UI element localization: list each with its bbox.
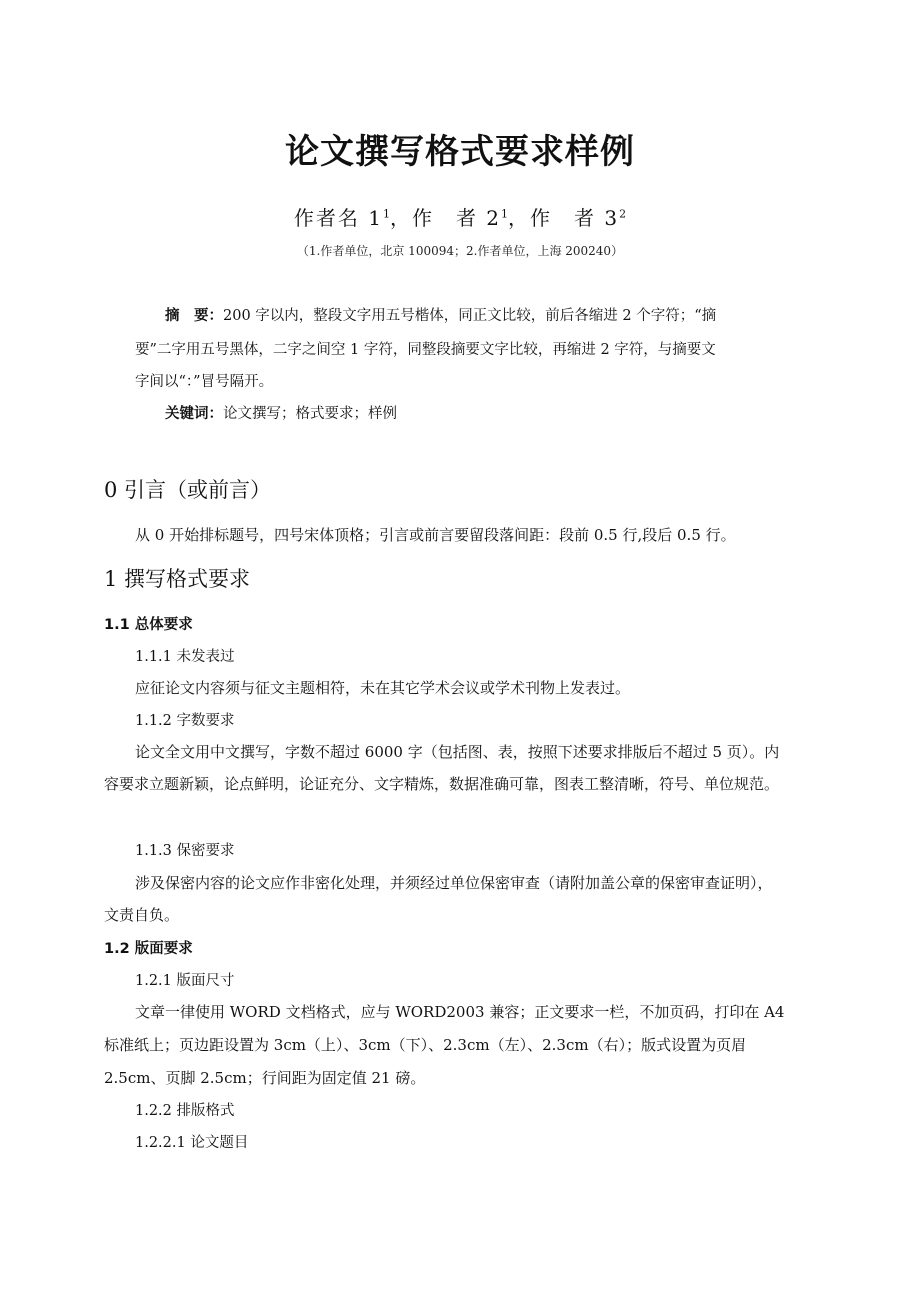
subsubsection-heading-1-2-2-1: 1.2.2.1 论文题目 (135, 1135, 249, 1151)
subsection-heading-1-1: 1.1 总体要求 (104, 617, 193, 633)
abstract-line-2: 要”二字用五号黑体，二字之间空 1 字符，同整段摘要文字比较，再缩进 2 字符，与摘要文 (135, 342, 716, 358)
paragraph-1-2-1-line-3: 2.5cm、页脚 2.5cm；行间距为固定值 21 磅。 (104, 1069, 426, 1087)
abstract-text-1: 200 字以内，整段文字用五号楷体，同正文比较，前后各缩进 2 个字符；“摘 (223, 308, 717, 324)
subsubsection-heading-1-2-1: 1.2.1 版面尺寸 (135, 973, 235, 989)
keywords-label: 关键词： (165, 406, 223, 422)
author-separator: ， (389, 206, 412, 230)
paragraph-1-1-1: 应征论文内容须与征文主题相符，未在其它学术会议或学术刊物上发表过。 (135, 679, 631, 697)
subsection-heading-1-2: 1.2 版面要求 (104, 941, 193, 957)
paragraph-1-2-1-line-1: 文章一律使用 WORD 文档格式，应与 WORD2003 兼容；正文要求一栏，不加页码，打印在 A4 (135, 1003, 785, 1021)
author-2-affil-mark: 1 (501, 207, 509, 221)
section-0-paragraph: 从 0 开始排标题号，四号宋体顶格；引言或前言要留段落间距：段前 0.5 行,段后 0.5 行。 (135, 526, 736, 544)
abstract-line-3: 字间以“：”冒号隔开。 (135, 374, 274, 390)
subsubsection-heading-1-1-1: 1.1.1 未发表过 (135, 649, 235, 665)
author-3-affil-mark: 2 (619, 207, 627, 221)
author-1-affil-mark: 1 (382, 207, 390, 221)
subsubsection-heading-1-1-3: 1.1.3 保密要求 (135, 843, 235, 859)
keywords-text: 论文撰写；格式要求；样例 (223, 406, 397, 422)
section-heading-0: 0 引言（或前言） (104, 478, 272, 502)
subsubsection-heading-1-1-2: 1.1.2 字数要求 (135, 713, 235, 729)
abstract-label: 摘 要： (165, 308, 223, 324)
paragraph-1-1-2-line-1: 论文全文用中文撰写，字数不超过 6000 字（包括图、表，按照下述要求排版后不超过 5 页）。内 (135, 743, 780, 761)
paragraph-1-1-3-line-1: 涉及保密内容的论文应作非密化处理，并须经过单位保密审查（请附加盖公章的保密审查证明）， (135, 874, 773, 892)
paragraph-1-2-1-line-2: 标准纸上；页边距设置为 3cm（上）、3cm（下）、2.3cm（左）、2.3cm（右）；版式设置为页眉 (104, 1036, 747, 1054)
author-separator: ， (508, 206, 531, 230)
paper-title: 论文撰写格式要求样例 (285, 132, 635, 172)
subsubsection-heading-1-2-2: 1.2.2 排版格式 (135, 1103, 235, 1119)
paragraph-1-1-3-line-2: 文责自负。 (104, 906, 180, 924)
author-line (0, 202, 920, 231)
author-1: 作者名 1 (293, 206, 383, 230)
keywords-line (165, 402, 397, 423)
paragraph-1-1-2-line-2: 容要求立题新颖，论点鲜明，论证充分、文字精炼，数据准确可靠，图表工整清晰，符号、单位规范。 (104, 775, 780, 793)
affiliation-line: （1.作者单位，北京 100094；2.作者单位，上海 200240） (296, 244, 624, 258)
section-heading-1: 1 撰写格式要求 (104, 567, 251, 591)
author-2: 作 者 2 (411, 206, 502, 230)
author-3: 作 者 3 (530, 206, 620, 230)
abstract-line-1 (165, 304, 716, 325)
